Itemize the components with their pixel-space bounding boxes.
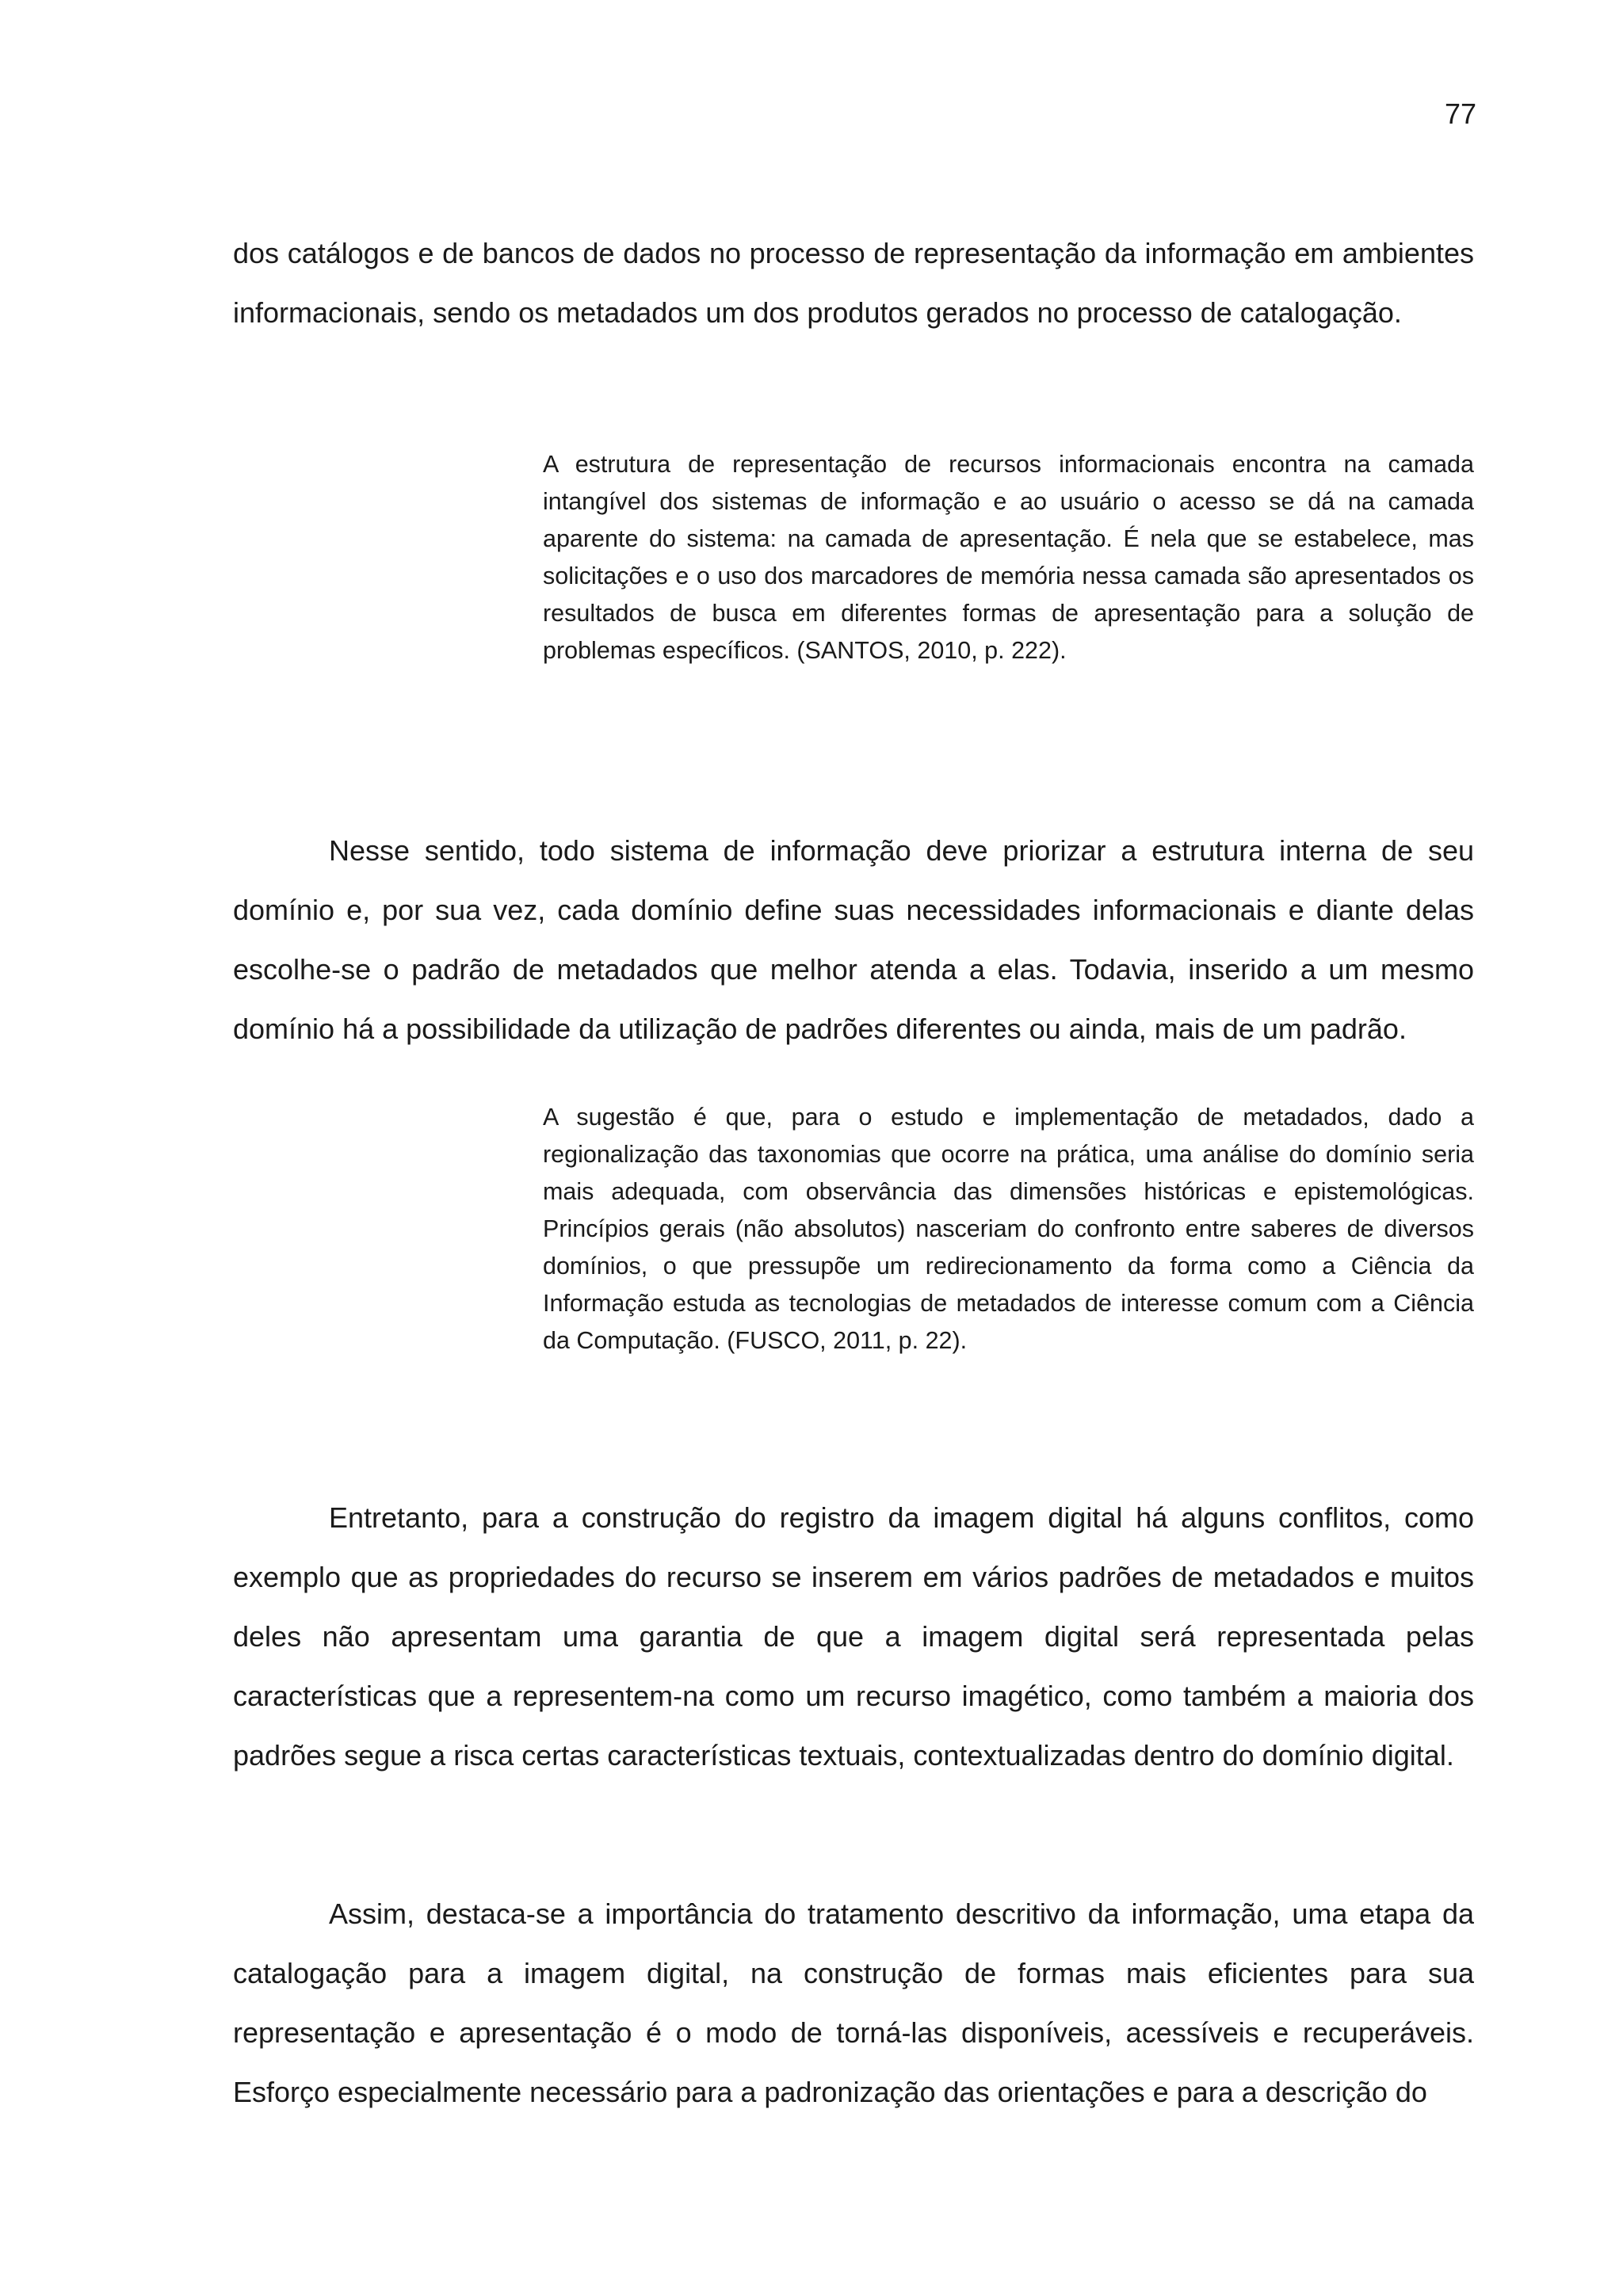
body-paragraph-domain: Nesse sentido, todo sistema de informação deve priorizar a estrutura interna de seu domínio e, por sua vez, cada domínio define suas necessidades informacionais e diante delas escolhe-se o padrão de metadados que melhor atenda a elas. Todavia, inserido a um mesmo domínio há a possibilidade da utilização de padrões diferentes ou ainda, mais de um padrão.	[233, 834, 1474, 1045]
page-number: 77	[1444, 97, 1476, 130]
block-quote-fusco: A sugestão é que, para o estudo e implementação de metadados, dado a regionalização das taxonomias que ocorre na prática, uma análise do domínio seria mais adequada, com observância das dimensões históricas e epistemológicas. Princípios gerais (não absolutos) nasceriam do confronto entre saberes de diversos domínios, o que pressupõe um redirecionamento da forma como a Ciência da Informação estuda as tecnologias de metadados de interesse comum com a Ciência da Computação. (FUSCO, 2011, p. 22).	[543, 1104, 1474, 1354]
body-paragraph-descriptive-treatment: Assim, destaca-se a importância do tratamento descritivo da informação, uma etapa da catalogação para a imagem digital, na construção de formas mais eficientes para sua representação e apresentação é o modo de torná-las disponíveis, acessíveis e recuperáveis. Esforço especialmente necessário para a padronização das orientações e para a descrição do	[233, 1897, 1474, 2108]
block-quote-santos: A estrutura de representação de recursos informacionais encontra na camada intangível dos sistemas de informação e ao usuário o acesso se dá na camada aparente do sistema: na camada de apresentação. É nela que se estabelece, mas solicitações e o uso dos marcadores de memória nessa camada são apresentados os resultados de busca em diferentes formas de apresentação para a solução de problemas específicos. (SANTOS, 2010, p. 222).	[543, 451, 1474, 664]
body-paragraph-conflicts: Entretanto, para a construção do registro da imagem digital há alguns conflitos, como exemplo que as propriedades do recurso se inserem em vários padrões de metadados e muitos deles não apresentam uma garantia de que a imagem digital será representada pelas características que a representem-na como um recurso imagético, como também a maioria dos padrões segue a risca certas características textuais, contextualizadas dentro do domínio digital.	[233, 1501, 1474, 1772]
body-paragraph-continuation: dos catálogos e de bancos de dados no processo de representação da informação em ambientes informacionais, sendo os metadados um dos produtos gerados no processo de catalogação.	[233, 237, 1474, 329]
